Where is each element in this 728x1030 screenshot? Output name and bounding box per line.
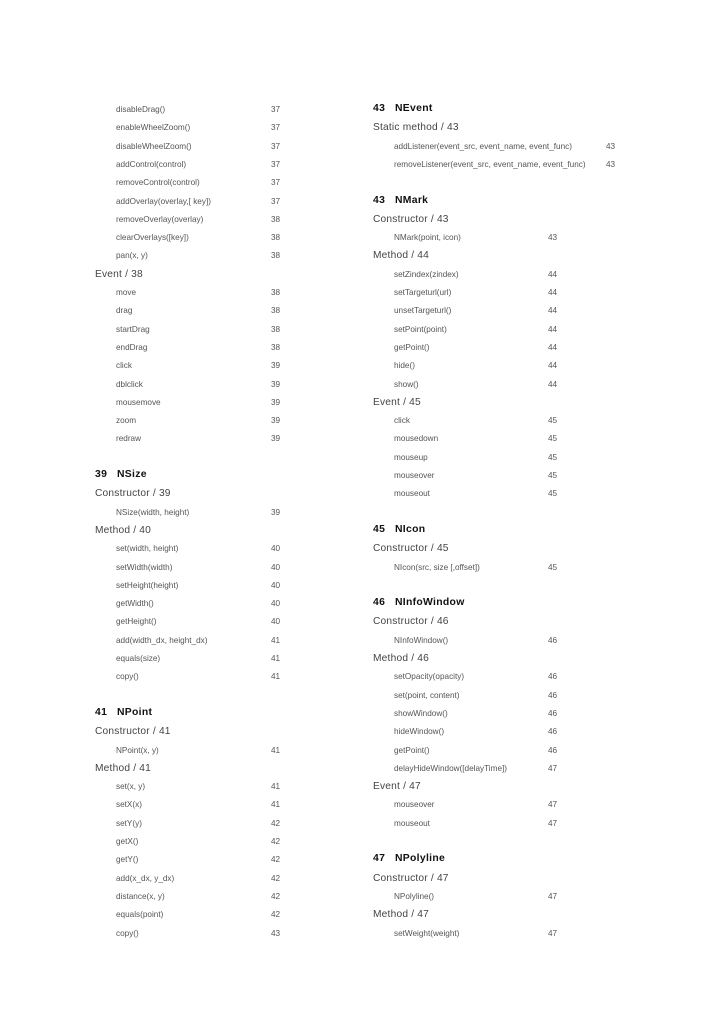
entry-name: setX(x) <box>116 800 142 810</box>
section-title: NPolyline <box>395 853 446 865</box>
entry-name: endDrag <box>116 342 148 352</box>
entry-page-number: 41 <box>271 782 281 792</box>
entry-name: unsetTargeturl() <box>394 306 452 316</box>
entry-page-number: 39 <box>271 507 281 517</box>
entry-name: NMark(point, icon) <box>394 233 461 243</box>
entry-page-number: 46 <box>548 635 558 645</box>
entry-name: getPoint() <box>394 745 430 755</box>
entry-page-number: 41 <box>271 800 281 810</box>
entry-name: showWindow() <box>394 708 448 718</box>
entry-page-number: 47 <box>548 800 558 810</box>
entry-page-number: 37 <box>271 105 281 114</box>
group-heading: Method / 46 <box>373 653 430 664</box>
group-heading: Constructor / 39 <box>95 488 171 500</box>
entry-name: mousedown <box>394 434 439 444</box>
entry-page-number: 37 <box>271 123 281 133</box>
entry-page-number: 41 <box>271 635 281 645</box>
entry-name: addControl(control) <box>116 159 187 169</box>
entry-page-number: 41 <box>271 745 281 755</box>
section-heading-nevent <box>373 103 433 114</box>
entry-name: getHeight() <box>116 617 157 627</box>
entry-name: startDrag <box>116 324 150 334</box>
entry-name: mouseover <box>394 800 435 810</box>
entry-page-number: 44 <box>548 361 558 371</box>
entry-name: removeListener(event_src, event_name, event_func) <box>394 159 586 169</box>
section-number: 45 <box>373 523 386 535</box>
entry-name: setY(y) <box>116 818 142 828</box>
entry-name: equals(point) <box>116 910 164 920</box>
entry-page-number: 37 <box>271 159 281 169</box>
group-heading: Constructor / 41 <box>95 726 171 738</box>
entry-page-number: 45 <box>548 452 558 462</box>
entry-name: mouseup <box>394 452 428 462</box>
section-number: 39 <box>95 469 108 480</box>
entry-name: mouseout <box>394 818 430 828</box>
entry-page-number: 38 <box>271 233 281 243</box>
entry-name: equals(size) <box>116 654 161 663</box>
section-title: NMark <box>395 194 429 206</box>
entry-name: mouseover <box>394 471 435 480</box>
entry-name: setWeight(weight) <box>394 928 460 938</box>
section-heading-npolyline <box>373 853 445 864</box>
entry-name: setOpacity(opacity) <box>394 672 465 682</box>
group-heading: Constructor / 47 <box>373 872 449 884</box>
entry-page-number: 43 <box>606 159 616 169</box>
entry-name: hideWindow() <box>394 727 445 737</box>
entry-page-number: 42 <box>271 910 281 920</box>
entry-name: copy() <box>116 672 139 682</box>
entry-page-number: 44 <box>548 342 558 352</box>
section-title: NEvent <box>395 103 433 114</box>
entry-page-number: 43 <box>271 928 281 938</box>
entry-page-number: 40 <box>271 580 281 590</box>
group-heading: Constructor / 46 <box>373 616 449 628</box>
group-heading: Method / 40 <box>95 524 152 536</box>
entry-name: delayHideWindow([delayTime]) <box>394 763 507 773</box>
entry-page-number: 37 <box>271 141 281 151</box>
entry-page-number: 38 <box>271 342 281 352</box>
section-heading-npoint <box>95 707 152 718</box>
entry-name: setPoint(point) <box>394 324 447 334</box>
entry-name: set(point, content) <box>394 690 460 700</box>
entry-name: drag <box>116 306 133 316</box>
entry-name: getWidth() <box>116 599 154 609</box>
entry-page-number: 38 <box>271 214 281 224</box>
entry-page-number: 44 <box>548 379 558 389</box>
section-number: 46 <box>373 597 386 609</box>
entry-name: add(x_dx, y_dx) <box>116 873 175 883</box>
entry-name: distance(x, y) <box>116 891 165 901</box>
entry-page-number: 40 <box>271 617 281 627</box>
section-title: NIcon <box>395 523 426 535</box>
entry-name: getX() <box>116 837 139 846</box>
group-heading: Constructor / 45 <box>373 543 449 555</box>
entry-page-number: 37 <box>271 178 281 188</box>
section-number: 47 <box>373 853 386 865</box>
entry-name: pan(x, y) <box>116 251 148 261</box>
entry-page-number: 38 <box>271 251 281 261</box>
entry-name: NPoint(x, y) <box>116 745 159 755</box>
entry-name: hide() <box>394 361 415 371</box>
entry-page-number: 45 <box>548 434 558 444</box>
entry-page-number: 38 <box>271 324 281 334</box>
entry-name: NIcon(src, size [,offset]) <box>394 562 480 572</box>
section-title: NSize <box>117 469 147 480</box>
entry-name: click <box>394 416 410 426</box>
entry-name: dblclick <box>116 379 143 389</box>
section-title: NPoint <box>117 706 153 718</box>
entry-name: disableDrag() <box>116 105 166 114</box>
entry-name: setZindex(zindex) <box>394 269 459 279</box>
entry-name: enableWheelZoom() <box>116 123 191 133</box>
entry-name: addOverlay(overlay,[ key]) <box>116 196 211 206</box>
entry-page-number: 38 <box>271 288 281 297</box>
entry-name: clearOverlays([key]) <box>116 233 189 243</box>
entry-name: addListener(event_src, event_name, event_func) <box>394 141 572 151</box>
entry-name: removeOverlay(overlay) <box>116 214 204 224</box>
entry-page-number: 38 <box>271 306 281 316</box>
entry-page-number: 41 <box>271 654 281 663</box>
section-number: 43 <box>373 194 386 206</box>
entry-page-number: 40 <box>271 599 281 609</box>
entry-name: setHeight(height) <box>116 580 179 590</box>
entry-page-number: 47 <box>548 763 558 773</box>
section-heading-nmark <box>373 195 428 206</box>
section-number: 41 <box>95 706 108 718</box>
section-title: NInfoWindow <box>395 597 465 609</box>
entry-page-number: 46 <box>548 745 558 755</box>
entry-page-number: 40 <box>271 562 281 572</box>
entry-page-number: 43 <box>548 233 558 243</box>
entry-page-number: 42 <box>271 891 281 901</box>
entry-page-number: 46 <box>548 708 558 718</box>
entry-page-number: 47 <box>548 928 558 938</box>
entry-page-number: 45 <box>548 562 558 572</box>
entry-name: getPoint() <box>394 342 430 352</box>
entry-name: NInfoWindow() <box>394 635 449 645</box>
entry-page-number: 42 <box>271 873 281 883</box>
group-heading: Method / 44 <box>373 250 430 262</box>
group-heading: Event / 47 <box>373 781 421 793</box>
section-heading-nicon <box>373 524 425 535</box>
entry-page-number: 44 <box>548 306 558 316</box>
group-heading: Method / 41 <box>95 762 152 774</box>
entry-name: set(width, height) <box>116 544 179 554</box>
entry-page-number: 47 <box>548 818 558 828</box>
entry-name: disableWheelZoom() <box>116 141 192 151</box>
entry-page-number: 46 <box>548 690 558 700</box>
entry-name: setTargeturl(url) <box>394 288 452 297</box>
group-heading: Constructor / 43 <box>373 213 449 225</box>
entry-name: zoom <box>116 416 137 426</box>
entry-page-number: 46 <box>548 672 558 682</box>
entry-name: redraw <box>116 434 142 444</box>
section-heading-nsize <box>95 469 147 480</box>
entry-name: NSize(width, height) <box>116 507 190 517</box>
entry-page-number: 47 <box>548 891 558 901</box>
entry-name: NPolyline() <box>394 891 435 901</box>
entry-page-number: 45 <box>548 416 558 426</box>
group-heading: Event / 45 <box>373 396 421 408</box>
entry-page-number: 42 <box>271 837 281 846</box>
entry-name: show() <box>394 379 419 389</box>
entry-name: click <box>116 361 132 371</box>
entry-page-number: 39 <box>271 416 281 426</box>
entry-page-number: 39 <box>271 379 281 389</box>
entry-name: add(width_dx, height_dx) <box>116 635 208 645</box>
entry-name: move <box>116 288 137 297</box>
entry-page-number: 39 <box>271 361 281 371</box>
entry-page-number: 44 <box>548 324 558 334</box>
entry-page-number: 45 <box>548 471 558 480</box>
entry-page-number: 42 <box>271 855 281 865</box>
entry-page-number: 37 <box>271 196 281 206</box>
group-heading: Static method / 43 <box>373 122 459 134</box>
entry-name: mouseout <box>394 489 430 499</box>
entry-page-number: 43 <box>606 141 616 151</box>
entry-page-number: 46 <box>548 727 558 737</box>
entry-page-number: 42 <box>271 818 281 828</box>
entry-page-number: 39 <box>271 397 281 407</box>
entry-name: setWidth(width) <box>116 562 173 572</box>
entry-page-number: 41 <box>271 672 281 682</box>
group-heading: Event / 38 <box>95 268 143 280</box>
section-heading-ninfowindow <box>373 597 465 608</box>
entry-name: mousemove <box>116 397 161 407</box>
section-number: 43 <box>373 103 386 114</box>
entry-name: getY() <box>116 855 139 865</box>
entry-name: removeControl(control) <box>116 178 200 188</box>
entry-page-number: 44 <box>548 269 558 279</box>
entry-page-number: 44 <box>548 288 558 297</box>
entry-page-number: 40 <box>271 544 281 554</box>
group-heading: Method / 47 <box>373 909 430 921</box>
entry-name: copy() <box>116 928 139 938</box>
entry-name: set(x, y) <box>116 782 146 792</box>
entry-page-number: 39 <box>271 434 281 444</box>
entry-page-number: 45 <box>548 489 558 499</box>
